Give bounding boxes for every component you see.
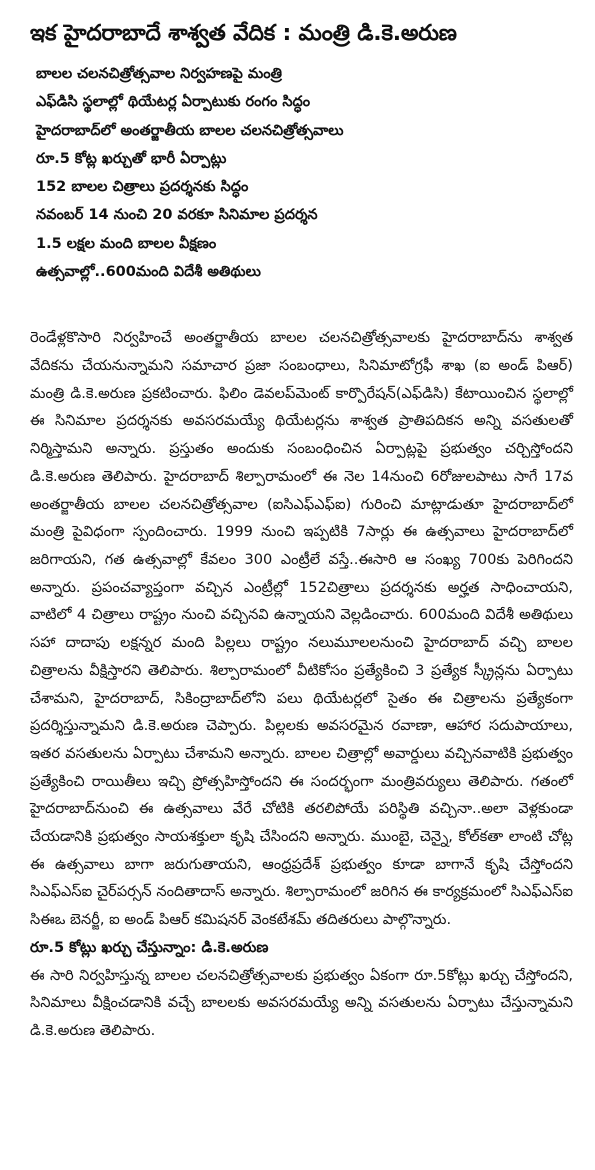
article-body-continued: ఈ సారి నిర్వహిస్తున్న బాలల చలనచిత్రోత్సవాలకు ప్రభుత్వం ఏకంగా రూ.5కోట్లు ఖర్చు చేస్తోందని, సినిమాలు వీక్షించడానికి వచ్చే బాలలకు అవసరమయ్యే అన్ని వసతులను ఏర్పాటు చేస్తున్నామని డి.కె.అరుణ తెలిపారు.	[30, 966, 573, 1039]
highlight-item: ఎఫ్‌డిసి స్థలాల్లో థియేటర్ల ఏర్పాటుకు రంగం సిద్ధం	[36, 94, 311, 111]
highlight-item: నవంబర్ 14 నుంచి 20 వరకూ సినిమాల ప్రదర్శన	[36, 207, 318, 224]
article-body: రెండేళ్లకొసారి నిర్వహించే అంతర్జాతీయ బాలల చలనచిత్రోత్సవాలకు హైదరాబాద్‌ను శాశ్వత వేదికను చేయనున్నామని సమాచార ప్రజా సంబంధాలు, సినిమాటోగ్రఫీ శాఖ (ఐ అండ్ పిఆర్) మంత్రి డి.కె.అరుణ ప్రకటించారు. ఫిలిం డెవలప్‌మెంట్ కార్పొరేషన్(ఎఫ్‌డిసి) కేటాయించిన స్థలాల్లో ఈ సినిమాల ప్రదర్శనకు అవసరమయ్యే థియేటర్లను శాశ్వత ప్రాతిపదికన అన్ని వసతులతో నిర్మిస్తామని అన్నారు. ప్రస్తుతం అందుకు సంబంధించిన ఏర్పాట్లపై ప్రభుత్వం చర్చిస్తోందని డి.కె.అరుణ తెలిపారు. హైదరాబాద్ శిల్పారామంలో ఈ నెల 14నుంచి 6రోజులపాటు సాగే 17వ అంతర్జాతీయ బాలల చలనచిత్రోత్సవాల (ఐసిఎఫ్‌ఎఫ్‌ఐ) గురించి మాట్లాడుతూ హైదరాబాద్‌లో మంత్రి పైవిధంగా స్పందించారు. 1999 నుంచి ఇప్పటికి 7సార్లు ఈ ఉత్సవాలు హైదరాబాద్‌లో జరిగాయని, గత ఉత్సవాల్లో కేవలం 300 ఎంట్రీలే వస్తే..ఈసారి ఆ సంఖ్య 700కు పెరిగిందని అన్నారు. ప్రపంచవ్యాప్తంగా వచ్చిన ఎంట్రీల్లో 152చిత్రాలు ప్రదర్శనకు అర్హత సాధించాయని, వాటిలో 4 చిత్రాలు రాష్ట్రం నుంచి వచ్చినవి ఉన్నాయని వెల్లడించారు. 600మంది విదేశీ అతిథులు సహా దాదాపు లక్షన్నర మంది పిల్లలు రాష్ట్రం నలుమూలలనుంచి హైదరాబాద్ వచ్చి బాలల చిత్రాలను వీక్షిస్తారని తెలిపారు. శిల్పారామంలో వీటికోసం ప్రత్యేకించి 3 ప్రత్యేక స్క్రీన్లను ఏర్పాటు చేశామని, హైదరాబాద్, సికింద్రాబాద్‌లోని పలు థియేటర్లలో సైతం ఈ చిత్రాలను ప్రత్యేకంగా ప్రదర్శిస్తున్నామని డి.కె.అరుణ చెప్పారు. పిల్లలకు అవసరమైన రవాణా, ఆహార సదుపాయాలు, ఇతర వసతులను ఏర్పాటు చేశామని అన్నారు. బాలల చిత్రాల్లో అవార్డులు వచ్చినవాటికి ప్రభుత్వం ప్రత్యేకించి రాయితీలు ఇచ్చి ప్రోత్సహిస్తోందని ఈ సందర్భంగా మంత్రివర్యులు తెలిపారు. గతంలో హైదరాబాద్‌నుంచి ఈ ఉత్సవాలు వేరే చోటికి తరలిపోయే పరిస్థితి వచ్చినా..అలా వెళ్లకుండా చేయడానికి ప్రభుత్వం సాయశక్తులా కృషి చేసిందని అన్నారు. ముంబై, చెన్నై, కోల్‌కతా లాంటి చోట్ల ఈ ఉత్సవాలు బాగా జరుగుతాయని, ఆంధ్రప్రదేశ్ ప్రభుత్వం కూడా బాగానే కృషి చేస్తోందని సిఎఫ్‌ఎస్ఐ చైర్‌పర్సన్ నందితాదాస్ అన్నారు. శిల్పారామంలో జరిగిన ఈ కార్యక్రమంలో సిఎఫ్‌ఎస్ఐ సిఈఒ బెనర్జీ, ఐ అండ్ పిఆర్ కమిషనర్ వెంకటేశమ్ తదితరులు పాల్గొన్నారు.	[30, 329, 573, 929]
article-headline: ఇక హైదరాబాదే శాశ్వత వేదిక : మంత్రి డి.కె.అరుణ	[30, 21, 457, 46]
article-subhead: రూ.5 కోట్లు ఖర్చు చేస్తున్నాం: డి.కె.అరుణ	[30, 938, 269, 956]
highlight-item: ఉత్సవాల్లో..600మంది విదేశీ అతిథులు	[36, 264, 261, 281]
article-highlights	[30, 60, 573, 286]
highlight-item: హైదరాబాద్‌లో అంతర్జాతీయ బాలల చలనచిత్రోత్సవాలు	[36, 122, 344, 139]
highlight-item: రూ.5 కోట్ల ఖర్చుతో భారీ ఏర్పాట్లు	[36, 150, 227, 167]
highlight-item: 1.5 లక్షల మంది బాలల వీక్షణం	[36, 235, 217, 252]
highlight-item: 152 బాలల చిత్రాలు ప్రదర్శనకు సిద్ధం	[36, 179, 249, 196]
highlight-item: బాలల చలనచిత్రోత్సవాల నిర్వహణపై మంత్రి	[36, 66, 282, 82]
